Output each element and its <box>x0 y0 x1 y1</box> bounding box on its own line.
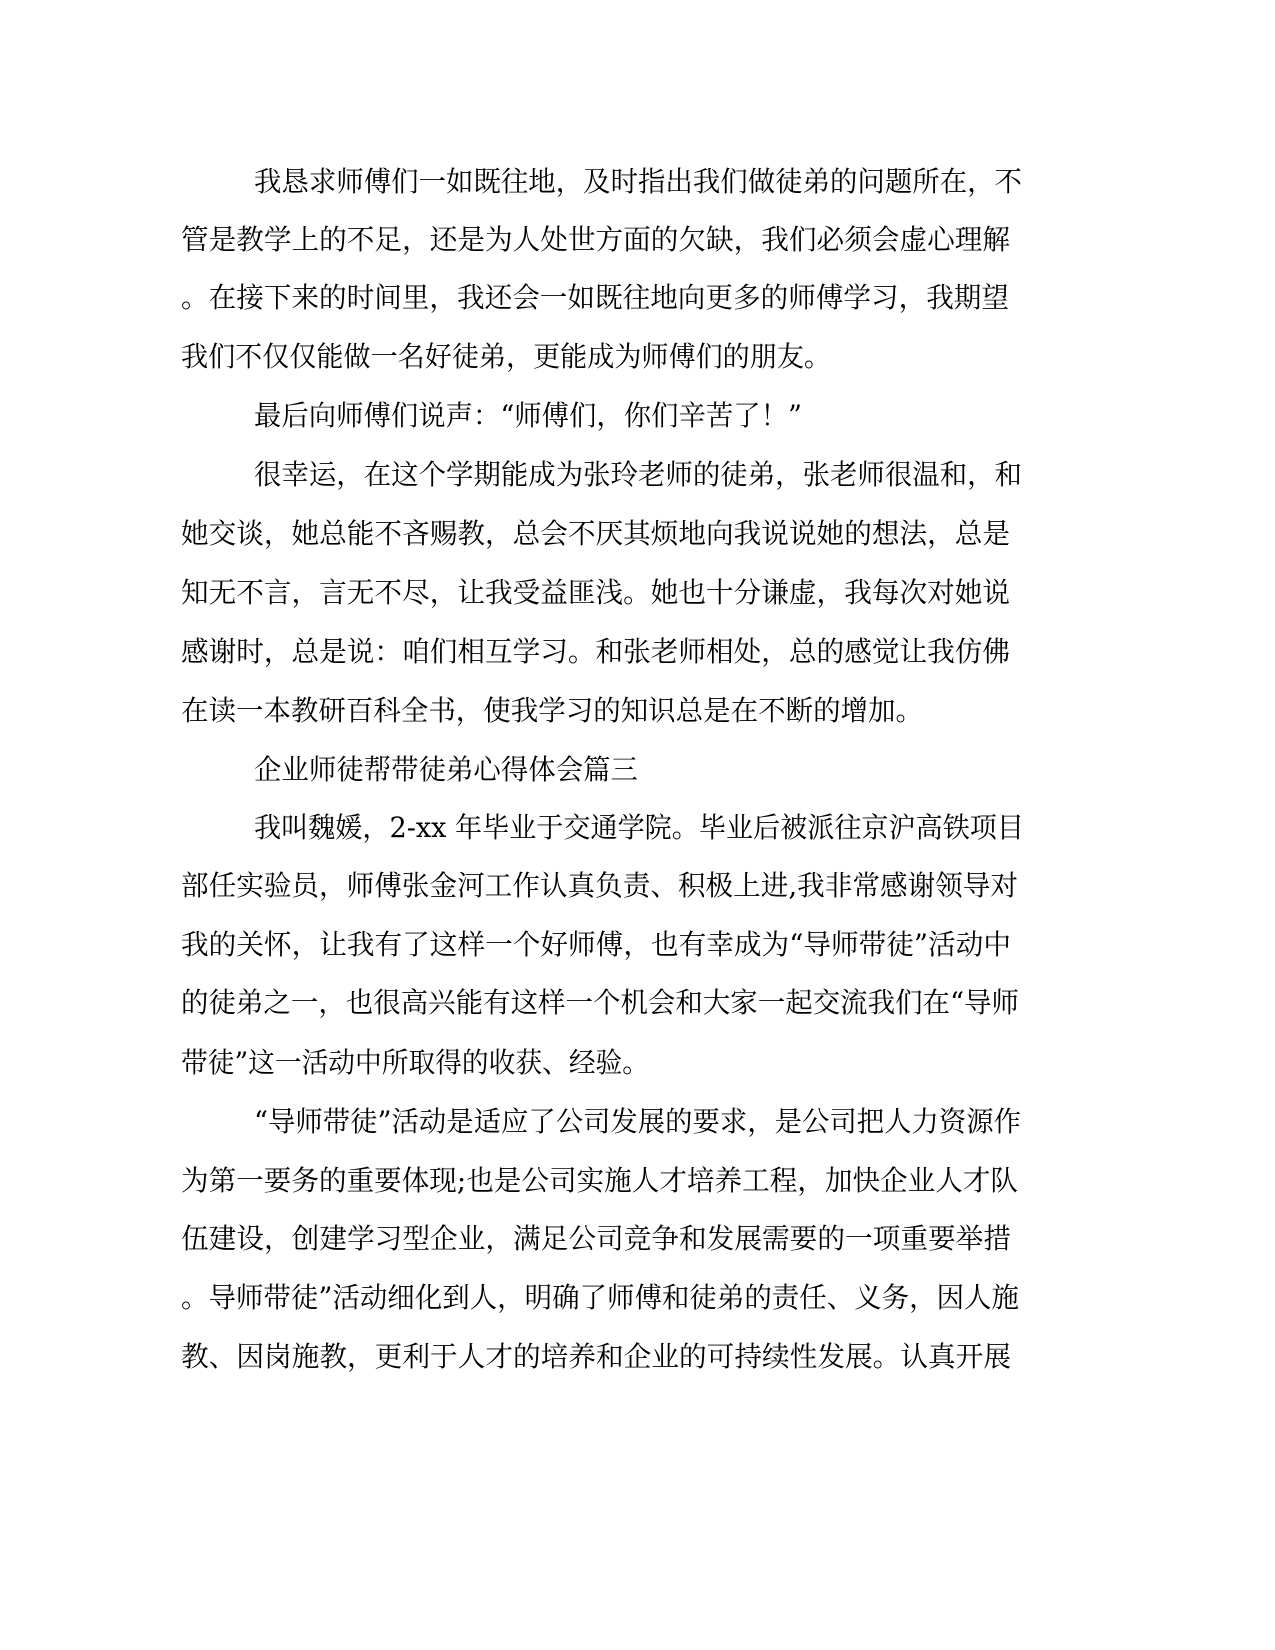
paragraph-5-line-3: 我的关怀，让我有了这样一个好师傅，也有幸成为“导师带徒”活动中 <box>181 928 1011 961</box>
paragraph-1-line-2: 管是教学上的不足，还是为人处世方面的欠缺，我们必须会虚心理解 <box>181 223 1010 256</box>
paragraph-5-line-2: 部任实验员，师傅张金河工作认真负责、积极上进,我非常感谢领导对 <box>181 869 1018 902</box>
paragraph-3-line-5: 在读一本教研百科全书，使我学习的知识总是在不断的增加。 <box>181 694 923 727</box>
paragraph-5-line-4: 的徒弟之一，也很高兴能有这样一个机会和大家一起交流我们在“导师 <box>181 986 1019 1019</box>
paragraph-5-line-1: 我叫魏媛，2-xx 年毕业于交通学院。毕业后被派往京沪高铁项目 <box>254 811 1024 844</box>
paragraph-6-line-2: 为第一要务的重要体现;也是公司实施人才培养工程，加快企业人才队 <box>181 1164 1018 1197</box>
paragraph-5-line-5: 带徒”这一活动中所取得的收获、经验。 <box>181 1046 649 1079</box>
paragraph-2-line-1: 最后向师傅们说声：“师傅们，你们辛苦了！” <box>254 399 802 432</box>
paragraph-1-line-3: 。在接下来的时间里，我还会一如既往地向更多的师傅学习，我期望 <box>181 281 1009 314</box>
paragraph-1-line-1: 我恳求师傅们一如既往地，及时指出我们做徒弟的问题所在，不 <box>254 165 1022 198</box>
paragraph-3-line-4: 感谢时，总是说：咱们相互学习。和张老师相处，总的感觉让我仿佛 <box>181 635 1010 668</box>
paragraph-6-line-1: “导师带徒”活动是适应了公司发展的要求，是公司把人力资源作 <box>254 1105 1021 1138</box>
paragraph-6-line-4: 。导师带徒”活动细化到人，明确了师傅和徒弟的责任、义务，因人施 <box>181 1281 1019 1314</box>
paragraph-6-line-3: 伍建设，创建学习型企业，满足公司竞争和发展需要的一项重要举措 <box>181 1222 1011 1255</box>
section-heading: 企业师徒帮带徒弟心得体会篇三 <box>254 753 638 786</box>
paragraph-6-line-5: 教、因岗施教，更利于人才的培养和企业的可持续性发展。认真开展 <box>181 1340 1011 1373</box>
paragraph-3-line-1: 很幸运，在这个学期能成为张玲老师的徒弟，张老师很温和，和 <box>254 458 1022 491</box>
paragraph-1-line-4: 我们不仅仅能做一名好徒弟，更能成为师傅们的朋友。 <box>181 340 831 373</box>
paragraph-3-line-2: 她交谈，她总能不吝赐教，总会不厌其烦地向我说说她的想法，总是 <box>181 517 1010 550</box>
paragraph-3-line-3: 知无不言，言无不尽，让我受益匪浅。她也十分谦虚，我每次对她说 <box>181 576 1010 609</box>
